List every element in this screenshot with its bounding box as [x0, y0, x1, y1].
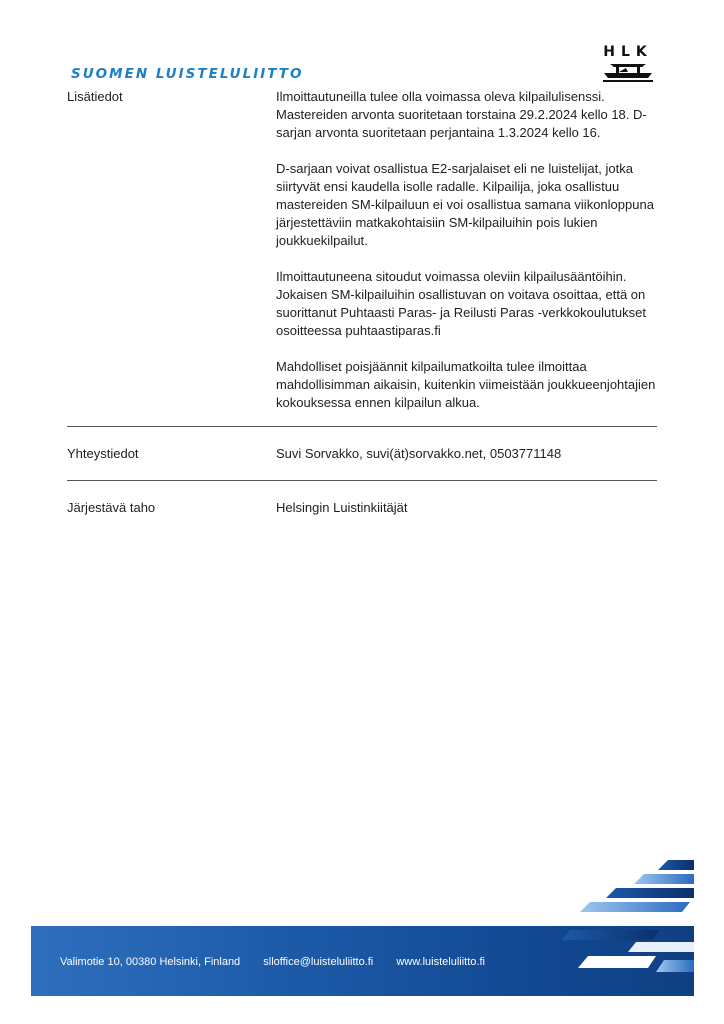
footer-email[interactable]: slloffice@luisteluliitto.fi — [263, 956, 374, 968]
footer-contact — [60, 956, 505, 968]
organizer-value: Helsingin Luistinkiitäjät — [276, 500, 408, 515]
hlk-logo — [602, 44, 654, 84]
footer-website[interactable]: www.luisteluliitto.fi — [396, 956, 485, 968]
contact-value: Suvi Sorvakko, suvi(ät)sorvakko.net, 0503771148 — [276, 446, 562, 461]
info-paragraph: D-sarjaan voivat osallistua E2-sarjalaiset eli ne luistelijat, jotka siirtyvät ensi kaudella isolle radalle. Kilpailija, joka osallistuu mastereiden SM-kilpailuun ei voi osallistua samana viikonloppuna järjestettäviin matkakohtaisiin SM-kilpailuihin pois lukien joukkuekilpailut. — [276, 161, 654, 248]
hlk-logo-text: HLK — [603, 44, 653, 60]
decorative-stripes-graphic — [560, 856, 694, 980]
info-paragraph: Ilmoittautuneena sitoudut voimassa oleviin kilpailusääntöihin. Jokaisen SM-kilpailuihin osallistuvan on voitava osoittaa, että on suorittanut Puhtaasti Paras- ja Reilusti Paras -verkkokoulutukset osoitteessa puhtaastiparas.fi — [276, 269, 646, 338]
info-paragraph: Mahdolliset poisjäännit kilpailumatkoilta tulee ilmoittaa mahdollisimman aikaisin, kuitenkin viimeistään joukkueenjohtajien kokouksessa ennen kilpailun alkua. — [276, 359, 656, 410]
hlk-logo-icon — [602, 61, 654, 83]
row-label-yhteystiedot: Yhteystiedot — [67, 446, 139, 461]
divider — [67, 480, 657, 481]
footer-address: Valimotie 10, 00380 Helsinki, Finland — [60, 956, 241, 968]
brand-logo-text: SUOMEN LUISTELULIITTO — [71, 66, 304, 82]
row-label-lisatiedot: Lisätiedot — [67, 89, 123, 104]
info-paragraph: Ilmoittautuneilla tulee olla voimassa oleva kilpailulisenssi. Mastereiden arvonta suoritetaan torstaina 29.2.2024 kello 18. D-sarjan arvonta suoritetaan perjantaina 1.3.2024 kello 16. — [276, 89, 647, 140]
row-label-jarjestava-taho: Järjestävä taho — [67, 500, 156, 515]
divider — [67, 426, 657, 427]
row-content-lisatiedot — [276, 88, 656, 412]
